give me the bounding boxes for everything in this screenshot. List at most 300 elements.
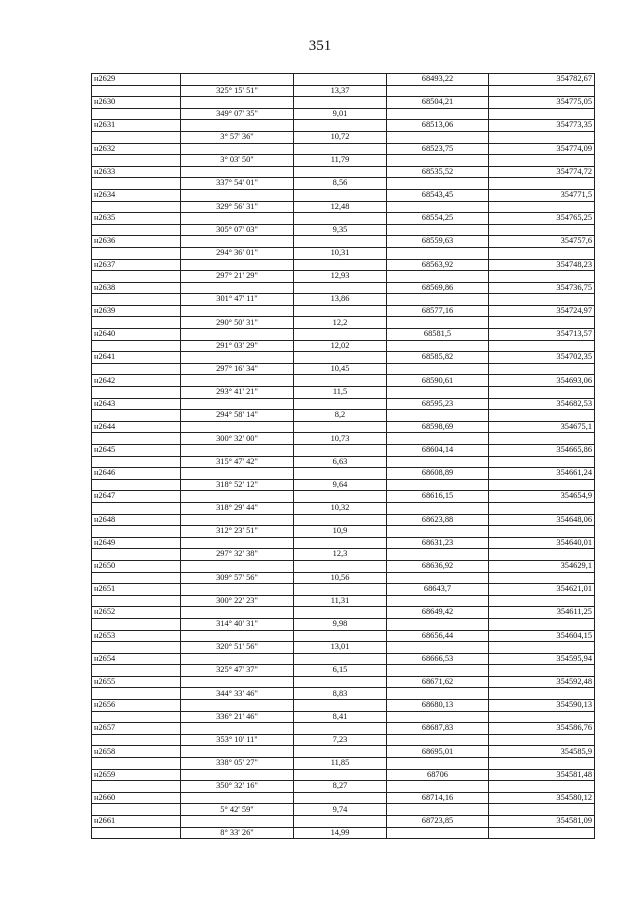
empty-cell	[387, 479, 489, 491]
empty-cell	[92, 781, 181, 793]
empty-cell	[387, 85, 489, 97]
coordinate-x: 68513,06	[387, 120, 489, 132]
coordinate-y: 354748,23	[489, 259, 595, 271]
empty-cell	[92, 665, 181, 677]
empty-cell	[387, 201, 489, 213]
point-id: н2646	[92, 468, 181, 480]
empty-cell	[92, 85, 181, 97]
segment-length: 10,73	[294, 433, 387, 445]
coordinate-x: 68559,63	[387, 236, 489, 248]
empty-cell	[489, 294, 595, 306]
point-row	[92, 445, 595, 457]
coordinate-y: 354581,09	[489, 816, 595, 828]
coordinate-x: 68608,89	[387, 468, 489, 480]
point-row	[92, 259, 595, 271]
segment-row	[92, 410, 595, 422]
segment-row	[92, 758, 595, 770]
empty-cell	[387, 340, 489, 352]
empty-cell	[489, 804, 595, 816]
point-id: н2629	[92, 74, 181, 86]
empty-cell	[92, 155, 181, 167]
empty-cell	[489, 108, 595, 120]
empty-cell	[181, 630, 294, 642]
empty-cell	[387, 387, 489, 399]
direction-angle: 320° 51' 56"	[181, 642, 294, 654]
point-id: н2643	[92, 398, 181, 410]
point-id: н2630	[92, 97, 181, 109]
coordinate-y: 354774,09	[489, 143, 595, 155]
empty-cell	[489, 572, 595, 584]
coordinate-x: 68671,62	[387, 676, 489, 688]
segment-length: 11,85	[294, 758, 387, 770]
direction-angle: 325° 47' 37"	[181, 665, 294, 677]
empty-cell	[387, 108, 489, 120]
coordinate-y: 354773,35	[489, 120, 595, 132]
empty-cell	[489, 201, 595, 213]
point-row	[92, 74, 595, 86]
coordinate-x: 68577,16	[387, 305, 489, 317]
empty-cell	[294, 746, 387, 758]
coordinate-x: 68493,22	[387, 74, 489, 86]
point-id: н2631	[92, 120, 181, 132]
empty-cell	[489, 224, 595, 236]
segment-length: 9,74	[294, 804, 387, 816]
empty-cell	[181, 305, 294, 317]
point-row	[92, 468, 595, 480]
empty-cell	[489, 642, 595, 654]
empty-cell	[92, 549, 181, 561]
empty-cell	[92, 131, 181, 143]
direction-angle: 8° 33' 26"	[181, 827, 294, 839]
empty-cell	[92, 294, 181, 306]
empty-cell	[489, 734, 595, 746]
empty-cell	[92, 387, 181, 399]
direction-angle: 291° 03' 29"	[181, 340, 294, 352]
direction-angle: 353° 10' 11"	[181, 734, 294, 746]
coordinate-y: 354775,05	[489, 97, 595, 109]
segment-length: 14,99	[294, 827, 387, 839]
coordinate-x: 68595,23	[387, 398, 489, 410]
empty-cell	[489, 131, 595, 143]
empty-cell	[181, 468, 294, 480]
direction-angle: 297° 21' 29"	[181, 271, 294, 283]
empty-cell	[181, 700, 294, 712]
empty-cell	[294, 537, 387, 549]
point-id: н2637	[92, 259, 181, 271]
coordinate-y: 354592,48	[489, 676, 595, 688]
segment-row	[92, 387, 595, 399]
point-row	[92, 607, 595, 619]
segment-length: 9,01	[294, 108, 387, 120]
point-id: н2648	[92, 514, 181, 526]
coordinate-y: 354771,5	[489, 189, 595, 201]
empty-cell	[387, 618, 489, 630]
point-id: н2634	[92, 189, 181, 201]
empty-cell	[387, 317, 489, 329]
coordinate-x: 68687,83	[387, 723, 489, 735]
segment-row	[92, 456, 595, 468]
empty-cell	[387, 433, 489, 445]
coordinate-x: 68543,45	[387, 189, 489, 201]
direction-angle: 344° 33' 46"	[181, 688, 294, 700]
empty-cell	[489, 688, 595, 700]
empty-cell	[181, 352, 294, 364]
direction-angle: 338° 05' 27"	[181, 758, 294, 770]
point-id: н2638	[92, 282, 181, 294]
empty-cell	[294, 352, 387, 364]
coordinate-y: 354648,06	[489, 514, 595, 526]
segment-row	[92, 479, 595, 491]
empty-cell	[92, 108, 181, 120]
segment-length: 10,72	[294, 131, 387, 143]
direction-angle: 3° 57' 36"	[181, 131, 294, 143]
segment-length: 13,01	[294, 642, 387, 654]
direction-angle: 5° 42' 59"	[181, 804, 294, 816]
empty-cell	[181, 607, 294, 619]
segment-row	[92, 363, 595, 375]
direction-angle: 349° 07' 35"	[181, 108, 294, 120]
coordinates-table-body	[92, 74, 595, 839]
point-row	[92, 700, 595, 712]
empty-cell	[92, 502, 181, 514]
coordinate-y: 354675,1	[489, 421, 595, 433]
direction-angle: 294° 36' 01"	[181, 247, 294, 259]
point-row	[92, 816, 595, 828]
direction-angle: 318° 29' 44"	[181, 502, 294, 514]
segment-row	[92, 108, 595, 120]
point-id: н2650	[92, 560, 181, 572]
empty-cell	[294, 143, 387, 155]
empty-cell	[489, 549, 595, 561]
point-row	[92, 769, 595, 781]
empty-cell	[489, 433, 595, 445]
point-row	[92, 352, 595, 364]
empty-cell	[92, 201, 181, 213]
point-id: н2653	[92, 630, 181, 642]
segment-row	[92, 642, 595, 654]
point-id: н2644	[92, 421, 181, 433]
segment-row	[92, 317, 595, 329]
point-id: н2659	[92, 769, 181, 781]
segment-length: 11,79	[294, 155, 387, 167]
empty-cell	[294, 723, 387, 735]
empty-cell	[92, 711, 181, 723]
empty-cell	[489, 387, 595, 399]
coordinate-y: 354611,25	[489, 607, 595, 619]
coordinate-x: 68569,86	[387, 282, 489, 294]
segment-length: 13,37	[294, 85, 387, 97]
empty-cell	[181, 816, 294, 828]
segment-row	[92, 201, 595, 213]
point-row	[92, 537, 595, 549]
empty-cell	[489, 410, 595, 422]
coordinate-x: 68554,25	[387, 213, 489, 225]
segment-row	[92, 781, 595, 793]
empty-cell	[489, 85, 595, 97]
empty-cell	[489, 595, 595, 607]
empty-cell	[387, 734, 489, 746]
segment-row	[92, 224, 595, 236]
segment-length: 12,93	[294, 271, 387, 283]
direction-angle: 314° 40' 31"	[181, 618, 294, 630]
coordinate-y: 354713,57	[489, 329, 595, 341]
segment-length: 9,98	[294, 618, 387, 630]
direction-angle: 336° 21' 46"	[181, 711, 294, 723]
empty-cell	[181, 445, 294, 457]
coordinate-y: 354661,24	[489, 468, 595, 480]
segment-length: 11,5	[294, 387, 387, 399]
point-row	[92, 746, 595, 758]
empty-cell	[92, 642, 181, 654]
point-id: н2657	[92, 723, 181, 735]
empty-cell	[294, 630, 387, 642]
coordinate-x: 68598,69	[387, 421, 489, 433]
empty-cell	[489, 711, 595, 723]
empty-cell	[294, 607, 387, 619]
direction-angle: 325° 15' 51"	[181, 85, 294, 97]
empty-cell	[294, 468, 387, 480]
empty-cell	[92, 734, 181, 746]
empty-cell	[181, 421, 294, 433]
empty-cell	[92, 804, 181, 816]
point-id: н2636	[92, 236, 181, 248]
empty-cell	[387, 572, 489, 584]
empty-cell	[181, 537, 294, 549]
empty-cell	[294, 398, 387, 410]
point-row	[92, 792, 595, 804]
empty-cell	[181, 560, 294, 572]
empty-cell	[181, 213, 294, 225]
point-id: н2633	[92, 166, 181, 178]
coordinate-y: 354586,76	[489, 723, 595, 735]
empty-cell	[181, 329, 294, 341]
empty-cell	[387, 711, 489, 723]
coordinate-y: 354682,53	[489, 398, 595, 410]
empty-cell	[387, 178, 489, 190]
empty-cell	[181, 676, 294, 688]
segment-row	[92, 178, 595, 190]
segment-row	[92, 502, 595, 514]
coordinate-x: 68581,5	[387, 329, 489, 341]
empty-cell	[387, 781, 489, 793]
point-row	[92, 723, 595, 735]
segment-length: 10,56	[294, 572, 387, 584]
segment-length: 9,64	[294, 479, 387, 491]
coordinate-y: 354581,48	[489, 769, 595, 781]
segment-row	[92, 155, 595, 167]
coordinate-y: 354782,67	[489, 74, 595, 86]
empty-cell	[294, 792, 387, 804]
coordinate-y: 354736,75	[489, 282, 595, 294]
empty-cell	[294, 514, 387, 526]
segment-row	[92, 618, 595, 630]
segment-length: 10,9	[294, 526, 387, 538]
segment-row	[92, 526, 595, 538]
empty-cell	[489, 317, 595, 329]
segment-length: 12,3	[294, 549, 387, 561]
empty-cell	[489, 155, 595, 167]
coordinate-x: 68590,61	[387, 375, 489, 387]
coordinate-y: 354629,1	[489, 560, 595, 572]
coordinate-y: 354702,35	[489, 352, 595, 364]
point-id: н2658	[92, 746, 181, 758]
empty-cell	[181, 769, 294, 781]
point-row	[92, 491, 595, 503]
empty-cell	[181, 143, 294, 155]
coordinate-x: 68631,23	[387, 537, 489, 549]
direction-angle: 312° 23' 51"	[181, 526, 294, 538]
segment-row	[92, 294, 595, 306]
segment-length: 12,48	[294, 201, 387, 213]
point-row	[92, 236, 595, 248]
segment-row	[92, 85, 595, 97]
coordinate-x: 68504,21	[387, 97, 489, 109]
empty-cell	[294, 97, 387, 109]
empty-cell	[92, 433, 181, 445]
empty-cell	[181, 746, 294, 758]
empty-cell	[387, 549, 489, 561]
empty-cell	[489, 781, 595, 793]
empty-cell	[181, 120, 294, 132]
empty-cell	[92, 572, 181, 584]
segment-row	[92, 271, 595, 283]
empty-cell	[294, 445, 387, 457]
segment-length: 10,45	[294, 363, 387, 375]
point-row	[92, 653, 595, 665]
empty-cell	[294, 259, 387, 271]
coordinate-y: 354595,94	[489, 653, 595, 665]
direction-angle: 300° 32' 00"	[181, 433, 294, 445]
empty-cell	[294, 74, 387, 86]
segment-row	[92, 131, 595, 143]
coordinate-x: 68714,16	[387, 792, 489, 804]
point-row	[92, 97, 595, 109]
segment-length: 9,35	[294, 224, 387, 236]
point-id: н2661	[92, 816, 181, 828]
empty-cell	[489, 456, 595, 468]
coordinate-x: 68723,85	[387, 816, 489, 828]
point-id: н2655	[92, 676, 181, 688]
empty-cell	[294, 700, 387, 712]
segment-length: 7,23	[294, 734, 387, 746]
segment-length: 12,2	[294, 317, 387, 329]
point-row	[92, 398, 595, 410]
point-row	[92, 213, 595, 225]
empty-cell	[387, 247, 489, 259]
empty-cell	[92, 479, 181, 491]
empty-cell	[92, 456, 181, 468]
point-id: н2635	[92, 213, 181, 225]
direction-angle: 300° 22' 23"	[181, 595, 294, 607]
empty-cell	[294, 120, 387, 132]
segment-row	[92, 595, 595, 607]
empty-cell	[387, 804, 489, 816]
empty-cell	[387, 642, 489, 654]
coordinate-y: 354693,06	[489, 375, 595, 387]
direction-angle: 3° 03' 50"	[181, 155, 294, 167]
empty-cell	[92, 224, 181, 236]
direction-angle: 315° 47' 42"	[181, 456, 294, 468]
segment-row	[92, 549, 595, 561]
point-row	[92, 143, 595, 155]
point-id: н2647	[92, 491, 181, 503]
empty-cell	[181, 723, 294, 735]
point-id: н2656	[92, 700, 181, 712]
empty-cell	[294, 305, 387, 317]
empty-cell	[92, 688, 181, 700]
point-id: н2649	[92, 537, 181, 549]
direction-angle: 297° 32' 38"	[181, 549, 294, 561]
point-row	[92, 305, 595, 317]
coordinate-x: 68563,92	[387, 259, 489, 271]
empty-cell	[387, 456, 489, 468]
empty-cell	[92, 758, 181, 770]
segment-row	[92, 433, 595, 445]
coordinate-y: 354640,01	[489, 537, 595, 549]
point-id: н2651	[92, 584, 181, 596]
coordinate-x: 68523,75	[387, 143, 489, 155]
point-id: н2639	[92, 305, 181, 317]
empty-cell	[92, 340, 181, 352]
coordinates-table	[91, 73, 595, 839]
coordinate-x: 68649,42	[387, 607, 489, 619]
coordinate-x: 68623,88	[387, 514, 489, 526]
point-row	[92, 282, 595, 294]
point-id: н2632	[92, 143, 181, 155]
empty-cell	[387, 294, 489, 306]
empty-cell	[294, 166, 387, 178]
empty-cell	[294, 236, 387, 248]
empty-cell	[387, 595, 489, 607]
empty-cell	[294, 676, 387, 688]
empty-cell	[489, 271, 595, 283]
empty-cell	[294, 213, 387, 225]
empty-cell	[92, 526, 181, 538]
empty-cell	[92, 618, 181, 630]
point-row	[92, 676, 595, 688]
segment-row	[92, 827, 595, 839]
empty-cell	[387, 502, 489, 514]
point-row	[92, 584, 595, 596]
coordinate-x: 68604,14	[387, 445, 489, 457]
point-id: н2654	[92, 653, 181, 665]
coordinate-x: 68636,92	[387, 560, 489, 572]
coordinate-x: 68585,82	[387, 352, 489, 364]
direction-angle: 297° 16' 34"	[181, 363, 294, 375]
coordinate-y: 354590,13	[489, 700, 595, 712]
empty-cell	[387, 688, 489, 700]
empty-cell	[489, 479, 595, 491]
empty-cell	[181, 398, 294, 410]
empty-cell	[387, 665, 489, 677]
segment-length: 10,31	[294, 247, 387, 259]
point-row	[92, 189, 595, 201]
empty-cell	[181, 97, 294, 109]
direction-angle: 293° 41' 21"	[181, 387, 294, 399]
empty-cell	[294, 816, 387, 828]
point-row	[92, 630, 595, 642]
empty-cell	[489, 665, 595, 677]
empty-cell	[294, 282, 387, 294]
empty-cell	[387, 758, 489, 770]
coordinate-y: 354585,9	[489, 746, 595, 758]
segment-row	[92, 734, 595, 746]
point-row	[92, 120, 595, 132]
coordinate-x: 68695,01	[387, 746, 489, 758]
segment-row	[92, 247, 595, 259]
empty-cell	[387, 827, 489, 839]
coordinate-x: 68666,53	[387, 653, 489, 665]
